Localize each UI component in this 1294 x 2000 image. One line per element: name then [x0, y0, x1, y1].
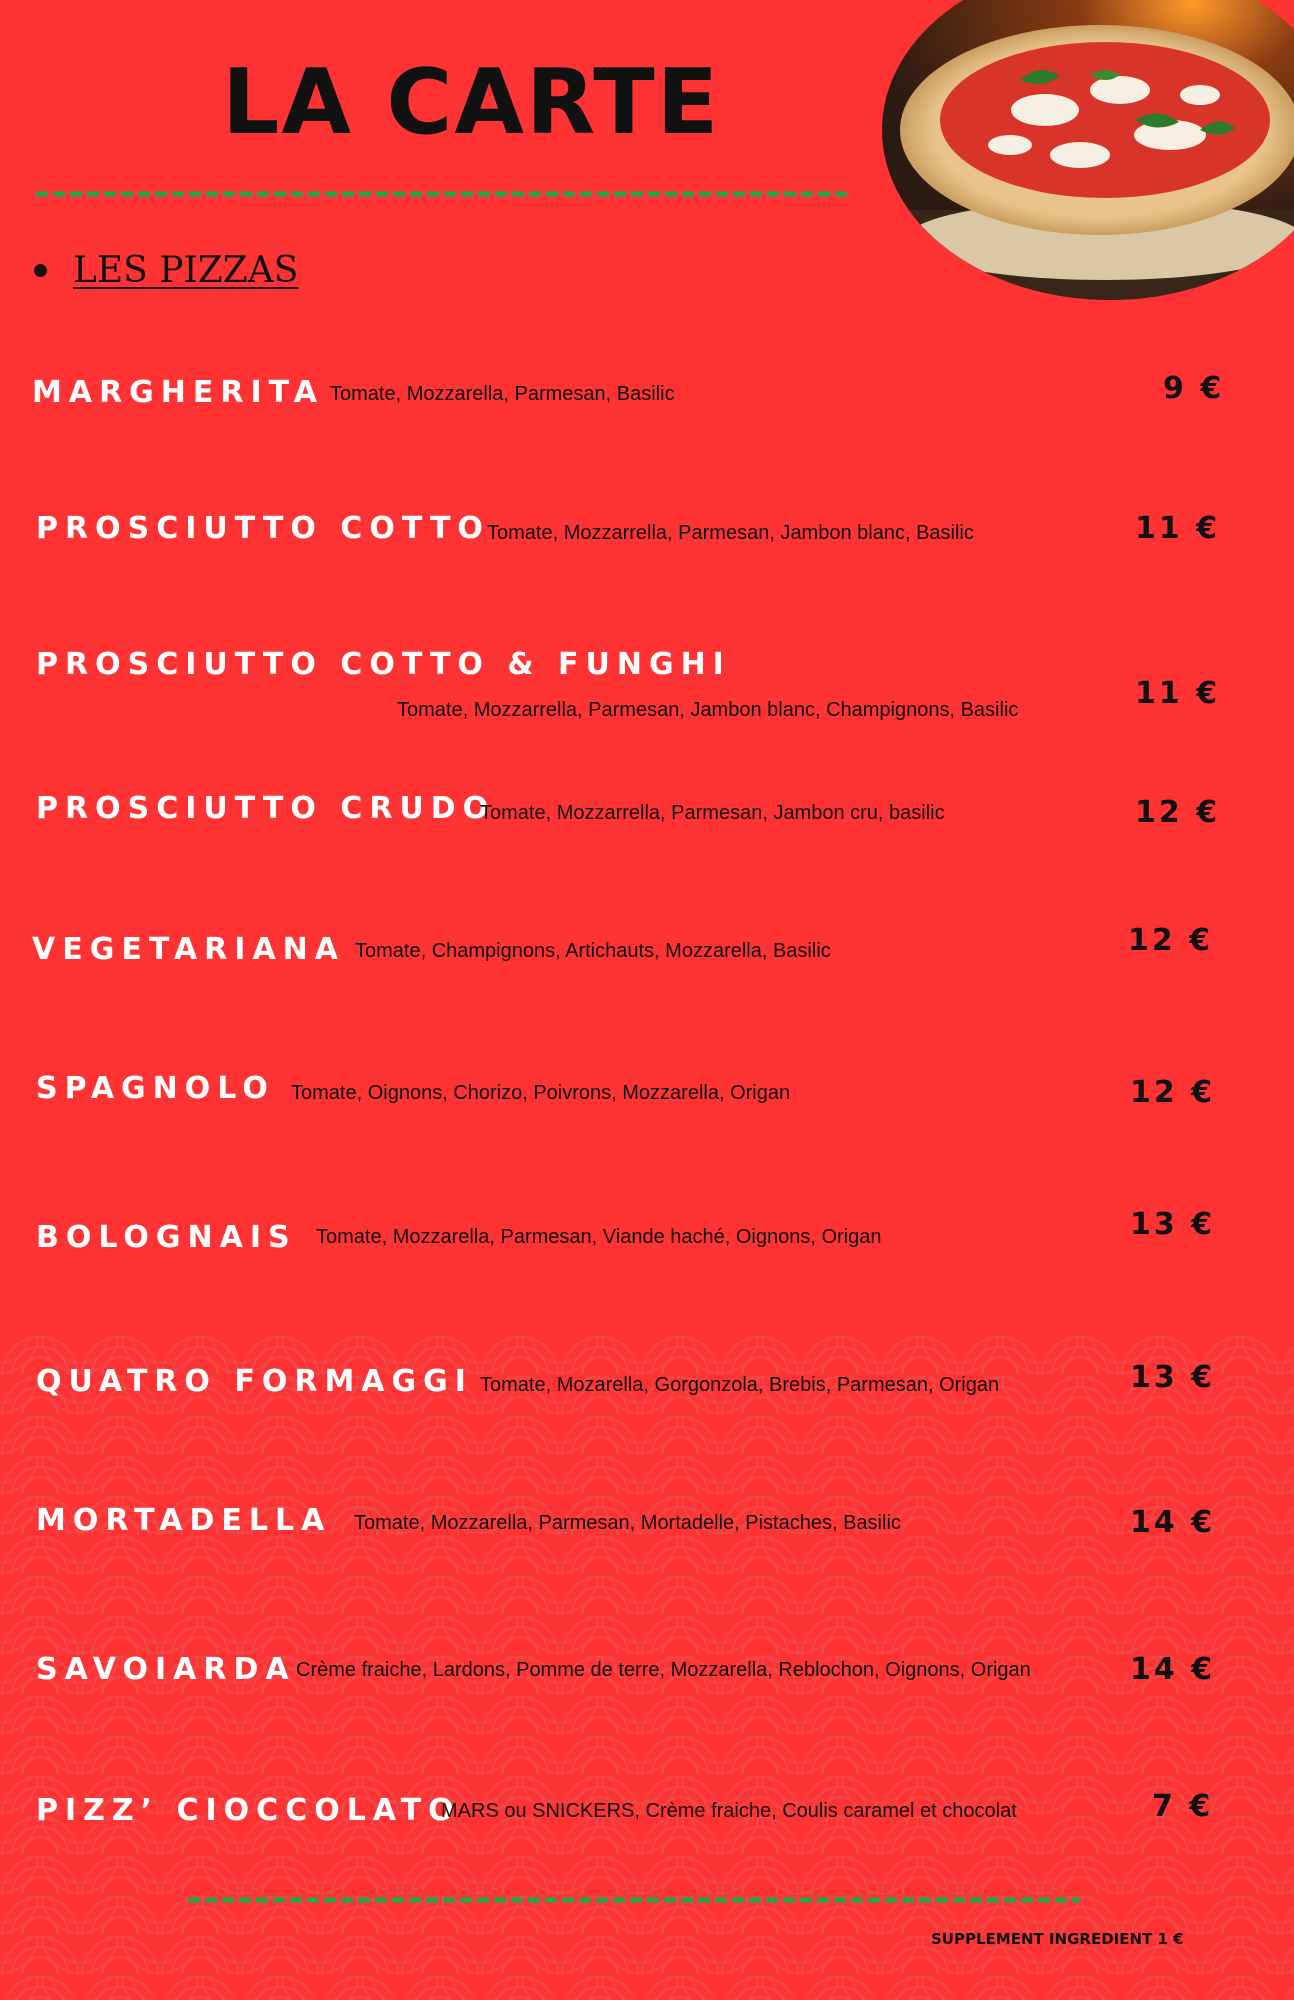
item-name-margherita: MARGHERITA	[32, 375, 325, 410]
item-desc-quatro-formaggi: Tomate, Mozarella, Gorgonzola, Brebis, Parmesan, Origan	[480, 1374, 1000, 1396]
bullet-icon	[34, 264, 47, 277]
item-name-quatro-formaggi: QUATRO FORMAGGI	[36, 1364, 473, 1399]
item-desc-margherita: Tomate, Mozzarella, Parmesan, Basilic	[330, 383, 675, 405]
item-price-savoiarda: 14 €	[1130, 1652, 1216, 1687]
item-desc-prosciutto-cotto: Tomate, Mozzarrella, Parmesan, Jambon blanc, Basilic	[487, 522, 974, 544]
item-price-prosciutto-cotto: 11 €	[1135, 511, 1221, 546]
item-desc-savoiarda: Crème fraiche, Lardons, Pomme de terre, Mozzarella, Reblochon, Oignons, Origan	[296, 1659, 1031, 1681]
item-price-bolognais: 13 €	[1130, 1207, 1216, 1242]
item-price-prosciutto-crudo: 12 €	[1135, 795, 1221, 830]
item-name-prosciutto-crudo: PROSCIUTTO CRUDO	[36, 791, 496, 826]
item-price-mortadella: 14 €	[1130, 1505, 1216, 1540]
item-desc-bolognais: Tomate, Mozzarella, Parmesan, Viande haché, Oignons, Origan	[316, 1226, 882, 1248]
item-price-margherita: 9 €	[1163, 371, 1225, 406]
item-name-bolognais: BOLOGNAIS	[36, 1220, 297, 1255]
section-heading	[34, 250, 298, 291]
item-price-quatro-formaggi: 13 €	[1130, 1360, 1216, 1395]
item-price-prosciutto-cotto-funghi: 11 €	[1135, 676, 1221, 711]
item-desc-spagnolo: Tomate, Oignons, Chorizo, Poivrons, Mozzarella, Origan	[291, 1082, 791, 1104]
item-price-spagnolo: 12 €	[1130, 1075, 1216, 1110]
item-desc-vegetariana: Tomate, Champignons, Artichauts, Mozzarella, Basilic	[355, 940, 831, 962]
item-desc-prosciutto-cotto-funghi: Tomate, Mozzarrella, Parmesan, Jambon blanc, Champignons, Basilic	[397, 699, 1019, 721]
item-name-spagnolo: SPAGNOLO	[36, 1071, 275, 1106]
item-desc-pizz-cioccolato: MARS ou SNICKERS, Crème fraiche, Coulis caramel et chocolat	[441, 1800, 1017, 1822]
item-desc-mortadella: Tomate, Mozzarella, Parmesan, Mortadelle, Pistaches, Basilic	[354, 1512, 901, 1534]
item-name-prosciutto-cotto-funghi: PROSCIUTTO COTTO & FUNGHI	[36, 647, 731, 682]
page-title: LA CARTE	[222, 50, 721, 155]
item-name-mortadella: MORTADELLA	[36, 1503, 332, 1538]
item-price-pizz-cioccolato: 7 €	[1152, 1789, 1214, 1824]
divider-bottom	[188, 1897, 1080, 1903]
divider-top	[36, 191, 852, 197]
supplement-note: SUPPLEMENT INGREDIENT 1 €	[931, 1930, 1184, 1948]
pizza-photo	[870, 0, 1294, 300]
item-price-vegetariana: 12 €	[1128, 923, 1214, 958]
item-name-prosciutto-cotto: PROSCIUTTO COTTO	[36, 511, 490, 546]
item-name-savoiarda: SAVOIARDA	[36, 1652, 296, 1687]
item-name-pizz-cioccolato: PIZZ’ CIOCCOLATO	[36, 1793, 461, 1828]
item-name-vegetariana: VEGETARIANA	[32, 932, 345, 967]
item-desc-prosciutto-crudo: Tomate, Mozzarrella, Parmesan, Jambon cru, basilic	[480, 802, 945, 824]
section-label: LES PIZZAS	[73, 250, 299, 291]
